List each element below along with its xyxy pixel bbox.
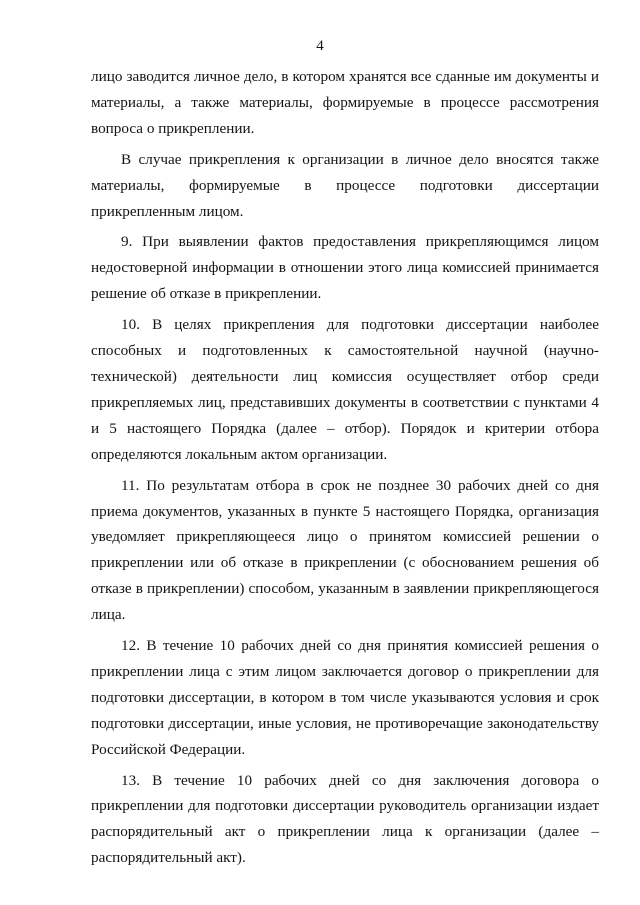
paragraph-item-13: 13. В течение 10 рабочих дней со дня заключения договора о прикреплении для подготовки диссертации руководитель организации издает распорядительный акт о прикреплении лица к организации (далее – распорядительный акт). bbox=[91, 771, 599, 867]
paragraph-item-11: 11. По результатам отбора в срок не позднее 30 рабочих дней со дня приема документов, указанных в пункте 5 настоящего Порядка, организация уведомляет прикрепляющееся лицо о принятом комиссией решении о прикреплении или об отказе в прикреплении (с обоснованием решения об отказе в прикреплении) способом, указанным в заявлении прикрепляющегося лица. bbox=[91, 476, 599, 624]
paragraph-personal-file: В случае прикрепления к организации в личное дело вносятся также материалы, формируемые в процессе подготовки диссертации прикрепленным лицом. bbox=[91, 150, 599, 220]
paragraph-item-12: 12. В течение 10 рабочих дней со дня принятия комиссией решения о прикреплении лица с этим лицом заключается договор о прикреплении для подготовки диссертации, в котором в том числе указываются условия и срок подготовки диссертации, иные условия, не противоречащие законодательству Российской Федерации. bbox=[91, 637, 599, 758]
document-body bbox=[91, 64, 599, 876]
paragraph-item-9: 9. При выявлении фактов предоставления прикрепляющимся лицом недостоверной информации в отношении этого лица комиссией принимается решение об отказе в прикреплении. bbox=[91, 233, 599, 303]
paragraph-continued: лицо заводится личное дело, в котором хранятся все сданные им документы и материалы, а также материалы, формируемые в процессе рассмотрения вопроса о прикреплении. bbox=[91, 68, 599, 137]
page-number: 4 bbox=[316, 38, 324, 54]
paragraph-item-10: 10. В целях прикрепления для подготовки диссертации наиболее способных и подготовленных к самостоятельной научной (научно-технической) деятельности лиц комиссия осуществляет отбор среди прикрепляемых лиц, представивших документы в соответствии с пунктами 4 и 5 настоящего Порядка (далее – отбор). Порядок и критерии отбора определяются локальным актом организации. bbox=[91, 316, 599, 463]
